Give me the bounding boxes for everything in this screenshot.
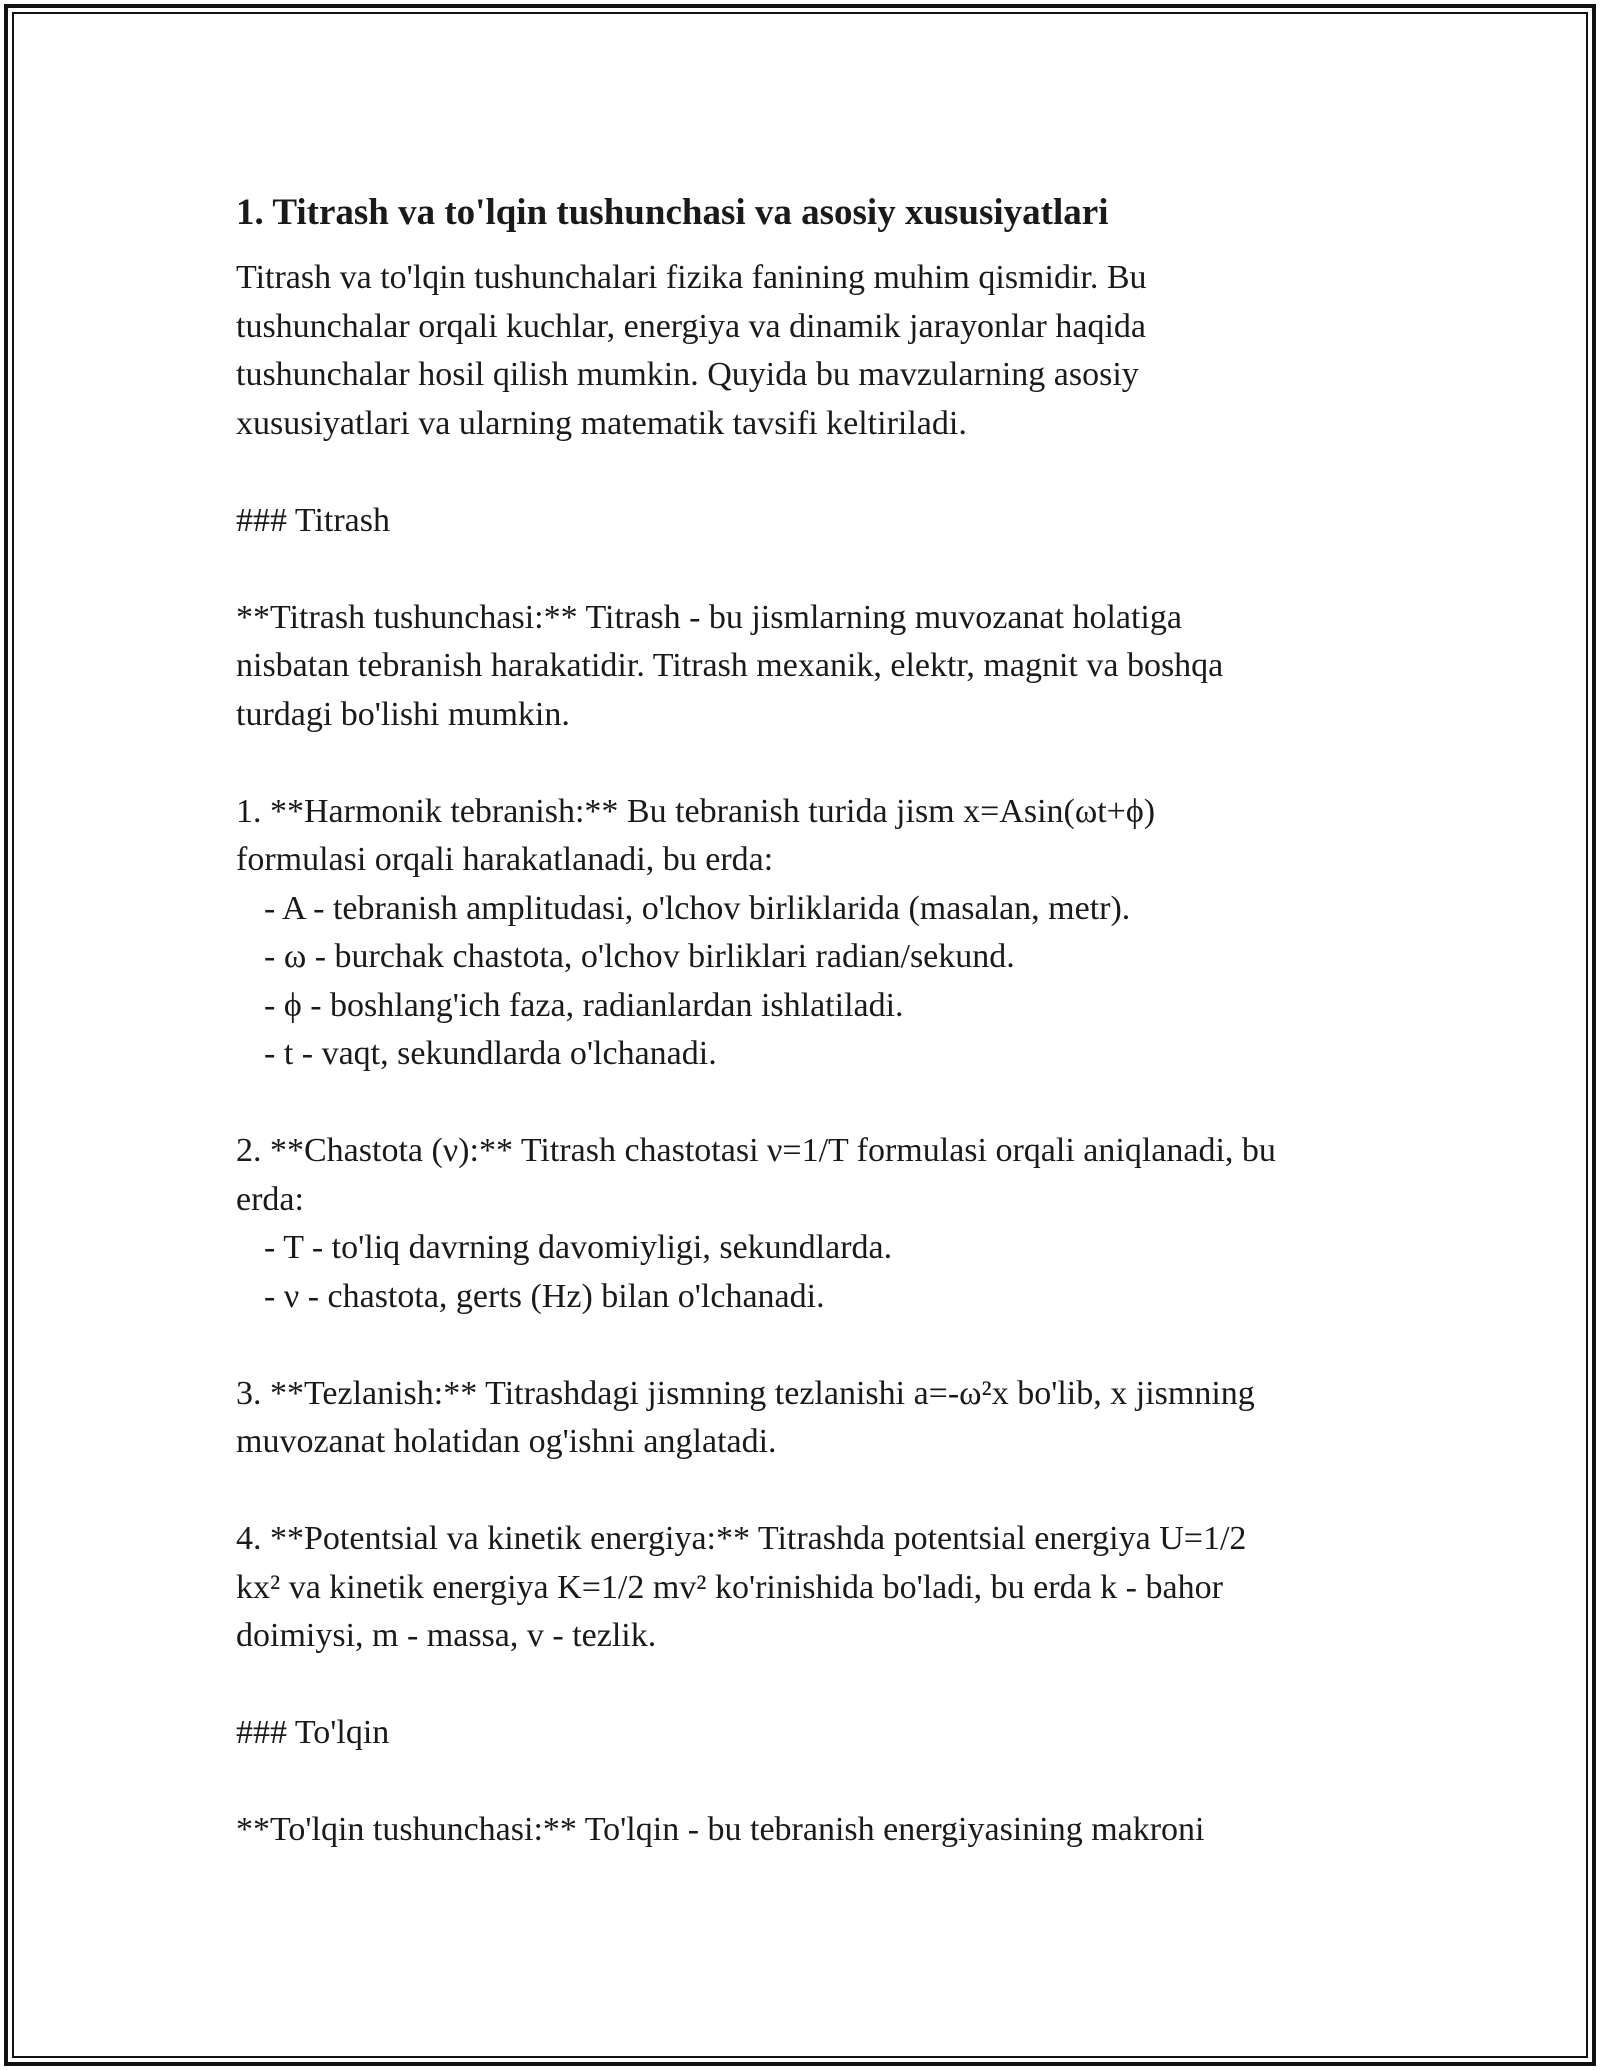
blank-line [236, 448, 1376, 497]
text-line: muvozanat holatidan og'ishni anglatadi. [236, 1423, 777, 1460]
text-line: - ν - chastota, gerts (Hz) bilan o'lchanadi. [264, 1277, 825, 1315]
document-lines [236, 254, 1376, 1855]
text-line: kx² va kinetik energiya K=1/2 mv² ko'rinishida bo'ladi, bu erda k - bahor [236, 1568, 1223, 1606]
text-line: Titrash va to'lqin tushunchalari fizika fanining muhim qismidir. Bu [236, 259, 1147, 296]
text-line: ### To'lqin [236, 1714, 390, 1751]
text-line: erda: [236, 1180, 304, 1218]
text-line: - ω - burchak chastota, o'lchov birliklari radian/sekund. [264, 938, 1015, 975]
text-line: - T - to'liq davrning davomiyligi, sekundlarda. [264, 1229, 893, 1266]
text-line: ### Titrash [236, 501, 390, 539]
blank-line [236, 545, 1376, 594]
text-line: formulasi orqali harakatlanadi, bu erda: [236, 841, 774, 878]
text-line: 1. **Harmonik tebranish:** Bu tebranish turida jism x=Asin(ωt+ϕ) [236, 792, 1156, 830]
document-body [236, 186, 1376, 1855]
blank-line [236, 739, 1376, 788]
text-line: tushunchalar hosil qilish mumkin. Quyida bu mavzularning asosiy [236, 356, 1139, 393]
text-line: tushunchalar orqali kuchlar, energiya va dinamik jarayonlar haqida [236, 307, 1146, 345]
text-line: turdagi bo'lishi mumkin. [236, 695, 570, 733]
blank-line [236, 1467, 1376, 1516]
text-line: **Titrash tushunchasi:** Titrash - bu jismlarning muvozanat holatiga [236, 598, 1182, 636]
text-line: 4. **Potentsial va kinetik energiya:** Titrashda potentsial energiya U=1/2 [236, 1520, 1247, 1557]
blank-line [236, 1661, 1376, 1710]
text-line: 3. **Tezlanish:** Titrashdagi jismning tezlanishi a=-ω²x bo'lib, x jismning [236, 1374, 1255, 1412]
document-title: 1. Titrash va to'lqin tushunchasi va asosiy xususiyatlari [236, 192, 1109, 233]
text-line: 2. **Chastota (ν):** Titrash chastotasi ν=1/T formulasi orqali aniqlanadi, bu [236, 1132, 1276, 1169]
text-line: - ϕ - boshlang'ich faza, radianlardan ishlatiladi. [264, 986, 904, 1024]
text-line: - A - tebranish amplitudasi, o'lchov birliklarida (masalan, metr). [264, 889, 1131, 927]
text-line: - t - vaqt, sekundlarda o'lchanadi. [264, 1035, 717, 1072]
text-line: xususiyatlari va ularning matematik tavsifi keltiriladi. [236, 404, 967, 442]
blank-line [236, 1758, 1376, 1807]
text-line: nisbatan tebranish harakatidir. Titrash mexanik, elektr, magnit va boshqa [236, 647, 1224, 684]
text-line: doimiysi, m - massa, v - tezlik. [236, 1617, 657, 1654]
text-line: **To'lqin tushunchasi:** To'lqin - bu tebranish energiyasining makroni [236, 1811, 1205, 1848]
blank-line [236, 1321, 1376, 1370]
blank-line [236, 1079, 1376, 1128]
